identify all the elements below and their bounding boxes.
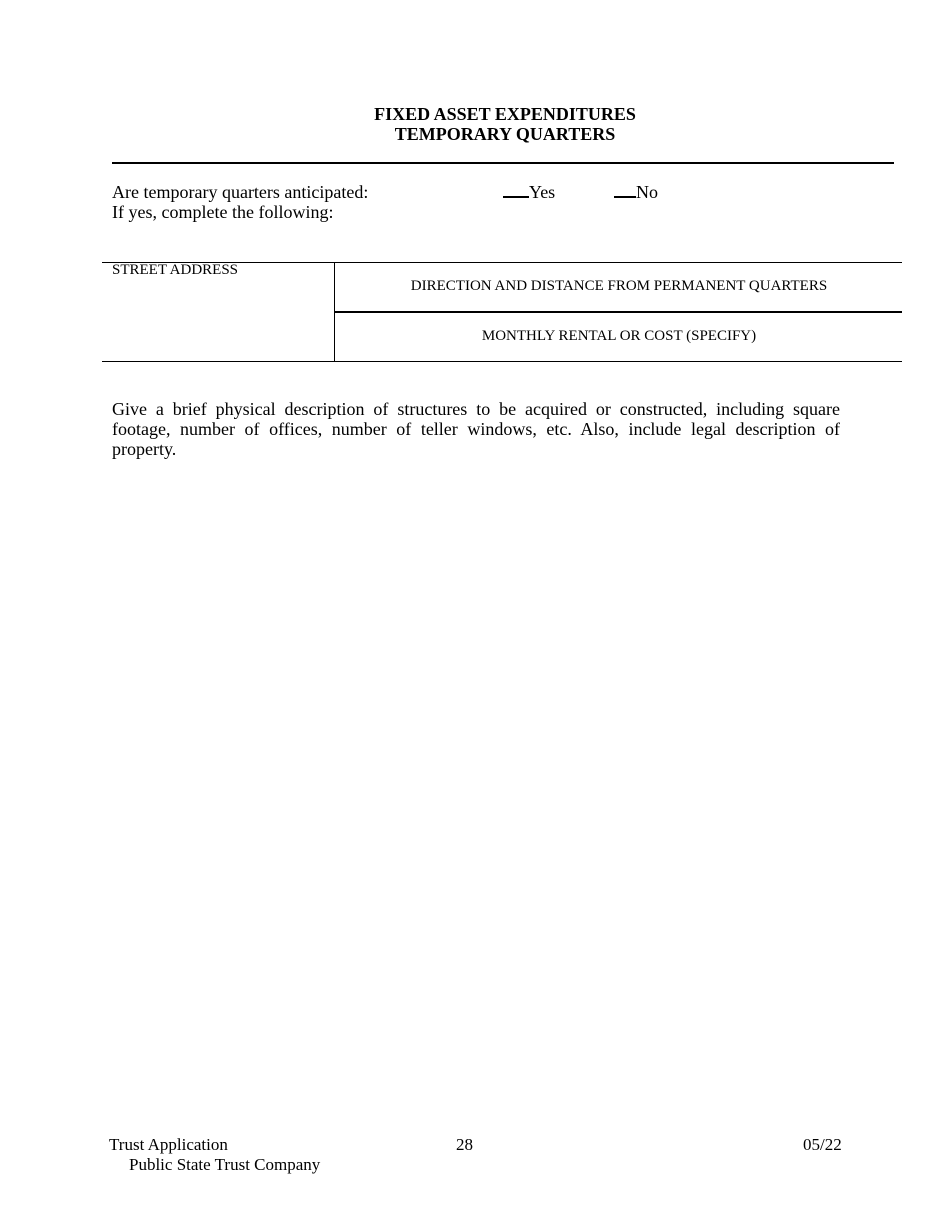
no-label: No [636, 182, 658, 202]
footer-document-name: Trust Application [109, 1135, 228, 1154]
table-middle-border [335, 311, 902, 313]
structure-description-instructions: Give a brief physical description of structures to be acquired or constructed, including square footage, number of offices, number of teller windows, etc. Also, include legal description of property. [112, 399, 840, 459]
footer-revision-date: 05/22 [803, 1135, 842, 1154]
monthly-rental-field[interactable]: MONTHLY RENTAL OR COST (SPECIFY) [481, 328, 757, 344]
footer-company-name: Public State Trust Company [129, 1155, 321, 1174]
yes-label: Yes [529, 182, 556, 202]
no-option[interactable] [614, 182, 658, 202]
page-subtitle: TEMPORARY QUARTERS [394, 124, 616, 144]
yes-option[interactable] [503, 182, 555, 202]
table-bottom-border [102, 361, 902, 362]
temporary-quarters-question: Are temporary quarters anticipated: [112, 182, 369, 202]
direction-distance-field[interactable]: DIRECTION AND DISTANCE FROM PERMANENT QUARTERS [410, 278, 828, 294]
table-column-divider [334, 262, 335, 362]
footer-page-number: 28 [456, 1135, 473, 1154]
page-title: FIXED ASSET EXPENDITURES [374, 104, 636, 124]
temporary-quarters-instruction: If yes, complete the following: [112, 202, 334, 222]
no-blank[interactable] [614, 182, 636, 198]
street-address-field[interactable]: STREET ADDRESS [112, 262, 238, 278]
yes-blank[interactable] [503, 182, 529, 198]
header-divider [112, 162, 894, 164]
